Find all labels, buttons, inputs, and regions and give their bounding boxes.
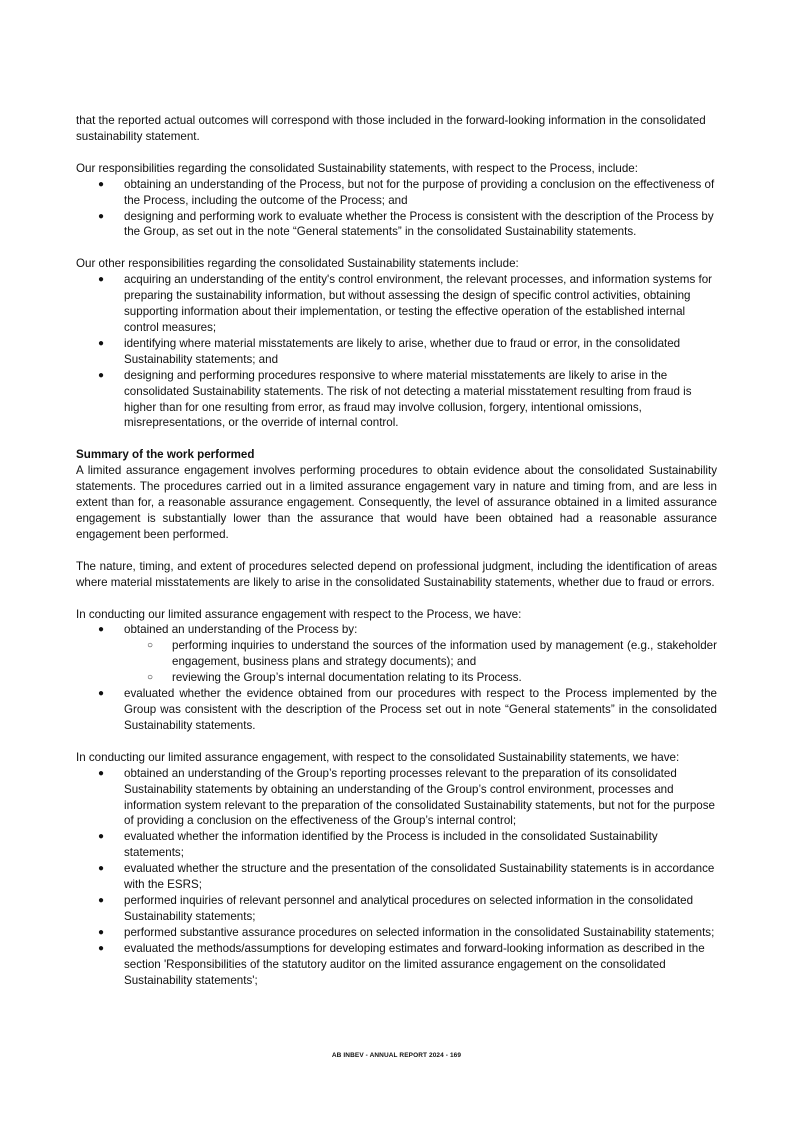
other-responsibilities-list	[76, 272, 717, 431]
list-item: ● identifying where material misstatements are likely to arise, whether due to fraud or error, in the consolidated Sustainability statements; and	[76, 336, 717, 368]
list-item: ● performed inquiries of relevant personnel and analytical procedures on selected information in the consolidated Sustainability statements;	[76, 893, 717, 925]
process-responsibilities-list	[76, 177, 717, 241]
list-item: ● obtaining an understanding of the Process, but not for the purpose of providing a conclusion on the effectiveness of the Process, including the outcome of the Process; and	[76, 177, 717, 209]
document-body	[76, 113, 717, 988]
summary-paragraph: A limited assurance engagement involves performing procedures to obtain evidence about the consolidated Sustainability statements. The procedures carried out in a limited assurance engagement vary in nature and timing from, and are less in extent than for, a reasonable assurance engagement. Consequently, the level of assurance obtained in a limited assurance engagement is substantially lower than the assurance that would have been obtained had a reasonable assurance engagement been performed.	[76, 464, 717, 541]
sub-list	[124, 638, 717, 686]
list-item: ● designing and performing procedures responsive to where material misstatements are likely to arise in the consolidated Sustainability statements. The risk of not detecting a material misstatement resulting from fraud is higher than for one resulting from error, as fraud may involve collusion, forgery, intentional omissions, misrepresentations, or the override of internal control.	[76, 368, 717, 432]
conduct-statements-list	[76, 766, 717, 989]
intro-paragraph: that the reported actual outcomes will correspond with those included in the forward-looking information in the consolidated sustainability statement.	[76, 114, 706, 143]
list-item: ● designing and performing work to evaluate whether the Process is consistent with the description of the Process by the Group, as set out in the note “General statements” in the consolidated Sustainability statements.	[76, 209, 717, 241]
sub-list-item: ○ performing inquiries to understand the sources of the information used by management (e.g., stakeholder engagement, business plans and strategy documents); and	[124, 638, 717, 670]
list-item: ● evaluated whether the structure and the presentation of the consolidated Sustainability statements is in accordance with the ESRS;	[76, 861, 717, 893]
list-item: ● evaluated whether the evidence obtained from our procedures with respect to the Process implemented by the Group was consistent with the description of the Process set out in note “General statements” in the consolidated Sustainability statements.	[76, 686, 717, 734]
list-item: ● performed substantive assurance procedures on selected information in the consolidated Sustainability statements;	[76, 925, 717, 941]
section-heading: Summary of the work performed	[76, 448, 255, 462]
list-item: ● evaluated the methods/assumptions for developing estimates and forward-looking information as described in the section 'Responsibilities of the statutory auditor on the limited assurance engagement on the consolidated Sustainability statements';	[76, 941, 717, 989]
list-item: ● acquiring an understanding of the entity's control environment, the relevant processes, and information systems for preparing the sustainability information, but without assessing the design of specific control activities, obtaining supporting information about their implementation, or testing the effective operation of the established internal control measures;	[76, 272, 717, 336]
list-item	[76, 622, 717, 686]
page-footer: AB INBEV - ANNUAL REPORT 2024 - 169	[331, 1052, 462, 1059]
list-item: ● evaluated whether the information identified by the Process is included in the consolidated Sustainability statements;	[76, 829, 717, 861]
sub-list-item: ○ reviewing the Group’s internal documentation relating to its Process.	[124, 670, 717, 686]
list-item-text: obtained an understanding of the Process by:	[124, 623, 358, 637]
conduct-statements-lead: In conducting our limited assurance engagement, with respect to the consolidated Sustainability statements, we have:	[76, 750, 680, 764]
other-responsibilities-lead: Our other responsibilities regarding the consolidated Sustainability statements include:	[76, 257, 519, 271]
conduct-process-lead: In conducting our limited assurance engagement with respect to the Process, we have:	[76, 607, 522, 621]
summary-paragraph: The nature, timing, and extent of procedures selected depend on professional judgment, including the identification of areas where material misstatements are likely to arise in the consolidated Sustainability statements, whether due to fraud or errors.	[76, 559, 717, 589]
conduct-process-list	[76, 622, 717, 733]
list-item: ● obtained an understanding of the Group’s reporting processes relevant to the preparation of its consolidated Sustainability statements by obtaining an understanding of the Group’s control environment, processes and information system relevant to the preparation of the consolidated Sustainability statements, but not for the purpose of providing a conclusion on the effectiveness of the Group’s internal control;	[76, 766, 717, 830]
process-responsibilities-lead: Our responsibilities regarding the consolidated Sustainability statements, with respect to the Process, include:	[76, 161, 638, 175]
